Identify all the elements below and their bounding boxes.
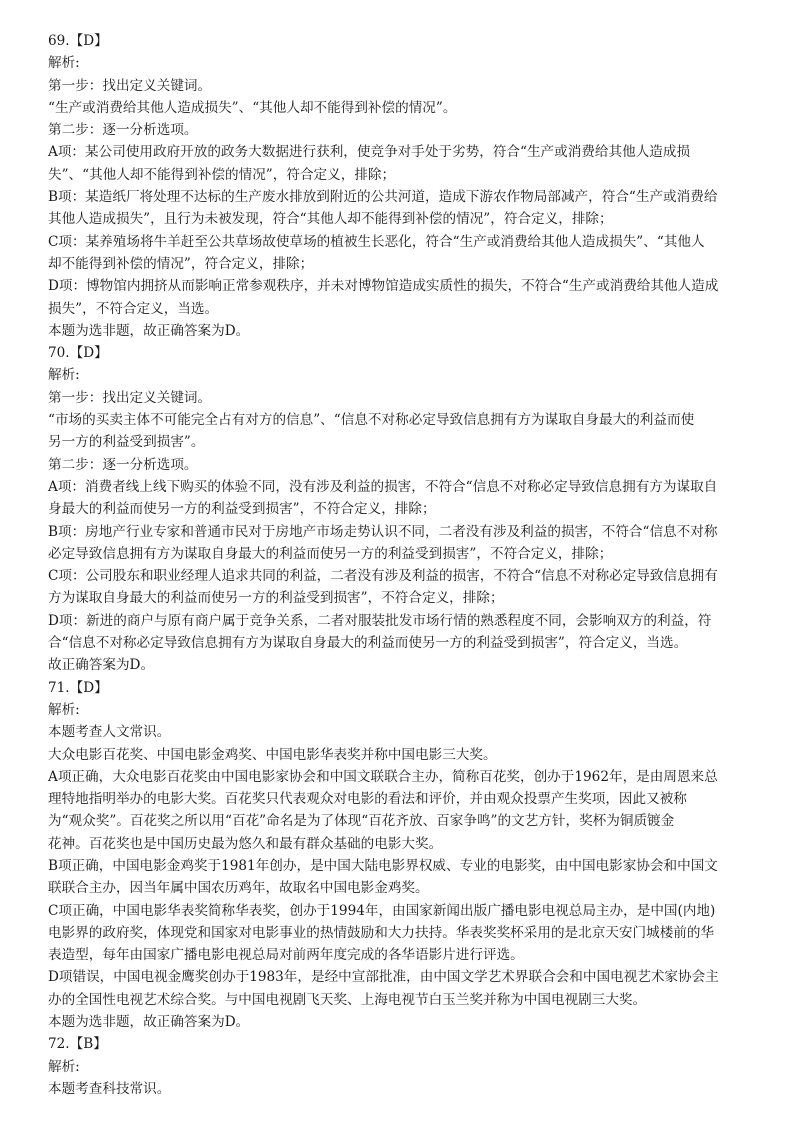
text-line: 70.【D】 (48, 345, 108, 362)
text-line: C项：某养殖场将牛羊赶至公共草场故使草场的植被生长恶化，符合“生产或消费给其他人造成损失”、“其他人 (48, 233, 705, 250)
text-line: 却不能得到补偿的情况”，符合定义，排除； (48, 255, 314, 272)
text-line: 本题考查科技常识。 (48, 1080, 171, 1097)
text-line: 理特地指明举办的电影大奖。百花奖只代表观众对电影的看法和评价，并由观众投票产生奖项，因此又被称 (48, 791, 687, 808)
text-line: 必定导致信息拥有方为谋取自身最大的利益而使另一方的利益受到损害”，不符合定义，排除； (48, 545, 613, 562)
text-line: 大众电影百花奖、中国电影金鸡奖、中国电影华表奖并称中国电影三大奖。 (48, 746, 497, 763)
text-line: 第一步：找出定义关键词。 (48, 389, 212, 406)
text-line: 第一步：找出定义关键词。 (48, 77, 212, 94)
text-line: A项：消费者线上线下购买的体验不同，没有涉及利益的损害，不符合“信息不对称必定导致信息拥有方为谋取自 (48, 478, 718, 495)
text-line: “市场的买卖主体不可能完全占有对方的信息”、“信息不对称必定导致信息拥有方为谋取自身最大的利益而使 (48, 412, 695, 429)
text-line: D项：博物馆内拥挤从而影响正常参观秩序，并未对博物馆造成实质性的损失，不符合“生产或消费给其他人造成 (48, 278, 719, 295)
text-line: 花神。百花奖也是中国历史最为悠久和最有群众基础的电影大奖。 (48, 835, 443, 852)
text-line: 身最大的利益而使另一方的利益受到损害”，不符合定义，排除； (48, 501, 436, 518)
text-line: 损失”，不符合定义，当选。 (48, 300, 219, 317)
text-line: 电影界的政府奖，体现党和国家对电影事业的热情鼓励和大力扶持。华表奖奖杯采用的是北京天安门城楼前的华 (48, 924, 715, 941)
text-line: 为“观众奖”。百花奖之所以用“百花”命名是为了体现“百花齐放、百家争鸣”的文艺方针，奖杯为铜质镀金 (48, 813, 675, 830)
text-line: 第二步：逐一分析选项。 (48, 122, 198, 139)
text-line: 失”、“其他人却不能得到补偿的情况”，符合定义，排除； (48, 166, 396, 183)
text-line: 本题为选非题，故正确答案为D。 (48, 322, 250, 339)
text-line: 72.【B】 (48, 1036, 107, 1053)
text-line: 另一方的利益受到损害”。 (48, 434, 205, 451)
text-line: B项：某造纸厂将处理不达标的生产废水排放到附近的公共河道，造成下游农作物局部减产，符合“生产或消费给 (48, 189, 718, 206)
text-line: B项：房地产行业专家和普通市民对于房地产市场走势认识不同，二者没有涉及利益的损害，不符合“信息不对称 (48, 523, 718, 540)
text-line: 办的全国性电视艺术综合奖。与中国电视剧飞天奖、上海电视节白玉兰奖并称为中国电视剧三大奖。 (48, 991, 647, 1008)
text-line: 解析: (48, 55, 80, 72)
text-line: A项正确，大众电影百花奖由中国电影家协会和中国文联联合主办，简称百花奖，创办于1962年，是由周恩来总 (48, 768, 718, 785)
text-line: 表造型，每年由国家广播电影电视总局对前两年度完成的各华语影片进行评选。 (48, 947, 524, 964)
text-line: 69.【D】 (48, 33, 108, 49)
text-line: 联联合主办，因当年属中国农历鸡年，故取名中国电影金鸡奖。 (48, 880, 429, 897)
text-line: 解析: (48, 701, 80, 718)
text-line: 合“信息不对称必定导致信息拥有方为谋取自身最大的利益而使另一方的利益受到损害”，符合定义，当选。 (48, 635, 688, 652)
text-line: B项正确，中国电影金鸡奖于1981年创办，是中国大陆电影界权威、专业的电影奖，由中国电影家协会和中国文 (48, 857, 718, 874)
text-line: 故正确答案为D。 (48, 657, 155, 674)
text-line: 解析: (48, 1058, 80, 1075)
document-body (48, 30, 760, 1100)
text-line: C项：公司股东和职业经理人追求共同的利益，二者没有涉及利益的损害，不符合“信息不对称必定导致信息拥有 (48, 568, 718, 585)
text-line: D项：新进的商户与原有商户属于竞争关系，二者对服装批发市场行情的熟悉程度不同，会影响双方的利益，符 (48, 612, 712, 629)
text-line: 解析: (48, 367, 80, 384)
text-line: D项错误，中国电视金鹰奖创办于1983年，是经中宣部批准，由中国文学艺术界联合会和中国电视艺术家协会主 (48, 969, 719, 986)
text-line: 本题考查人文常识。 (48, 724, 171, 741)
text-line: 第二步：逐一分析选项。 (48, 456, 198, 473)
text-line: C项正确，中国电影华表奖简称华表奖，创办于1994年，由国家新闻出版广播电影电视总局主办，是中国(内地) (48, 902, 716, 919)
text-line: 本题为选非题，故正确答案为D。 (48, 1014, 250, 1031)
text-line: “生产或消费给其他人造成损失”、“其他人却不能得到补偿的情况”。 (48, 99, 457, 116)
text-line: A项：某公司使用政府开放的政务大数据进行获利，使竞争对手处于劣势，符合“生产或消费给其他人造成损 (48, 144, 691, 161)
text-line: 71.【D】 (48, 679, 108, 696)
text-line: 方为谋取自身最大的利益而使另一方的利益受到损害”，不符合定义，排除； (48, 590, 504, 607)
text-line: 其他人造成损失”，且行为未被发现，符合“其他人却不能得到补偿的情况”，符合定义，排除； (48, 211, 613, 228)
